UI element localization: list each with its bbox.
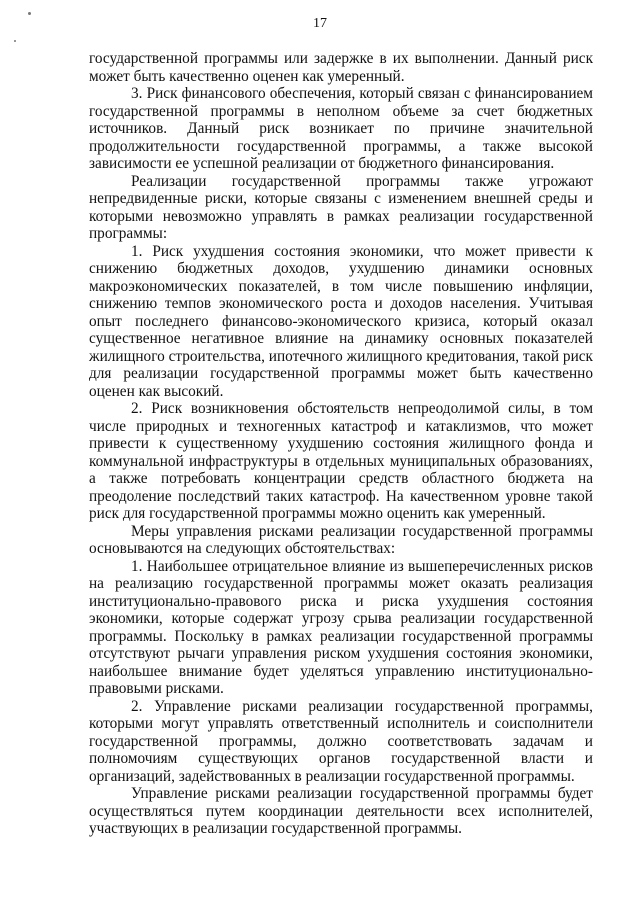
paragraph: 3. Риск финансового обеспечения, который связан с финансированием государственной программы в неполном объеме за счет бюджетных источников. Данный риск возникает по причине значительной продолжительности государственной программы, а также высокой зависимости ее успешной реализации от бюджетного финансирования. — [89, 85, 593, 172]
paragraph: Управление рисками реализации государственной программы будет осуществляться путем координации деятельности всех исполнителей, участвующих в реализации государственной программы. — [89, 785, 593, 837]
scan-speck-mark — [14, 40, 16, 42]
scan-speck-mark — [28, 12, 31, 15]
paragraph: 2. Риск возникновения обстоятельств непреодолимой силы, в том числе природных и техногенных катастроф и катаклизмов, что может привести к существенному ухудшению состояния жилищного фонда и коммунальной инфраструктуры в отдельных муниципальных образованиях, а также потребовать концентрации средств областного бюджета на преодоление последствий таких катастроф. На качественном уровне такой риск для государственной программы можно оценить как умеренный. — [89, 400, 593, 522]
paragraph: государственной программы или задержке в их выполнении. Данный риск может быть качественно оценен как умеренный. — [89, 50, 593, 85]
page-number: 17 — [313, 16, 327, 31]
paragraph: 1. Наибольшее отрицательное влияние из вышеперечисленных рисков на реализацию государственной программы может оказать реализация институционально-правового риска и риска ухудшения состояния экономики, которые содержат угрозу срыва реализации государственной программы. Поскольку в рамках реализации государственной программы отсутствуют рычаги управления риском ухудшения состояния экономики, наибольшее внимание будет уделяться управлению институционально-правовыми рисками. — [89, 557, 593, 697]
paragraph: Меры управления рисками реализации государственной программы основываются на следующих обстоятельствах: — [89, 522, 593, 557]
paragraph: 1. Риск ухудшения состояния экономики, что может привести к снижению бюджетных доходов, ухудшению динамики основных макроэкономических показателей, в том числе повышению инфляции, снижению темпов экономического роста и доходов населения. Учитывая опыт последнего финансово-экономического кризиса, который оказал существенное негативное влияние на динамику основных показателей жилищного строительства, ипотечного жилищного кредитования, такой риск для реализации государственной программы может быть качественно оценен как высокий. — [89, 242, 593, 400]
paragraph: 2. Управление рисками реализации государственной программы, которыми могут управлять ответственный исполнитель и соисполнители государственной программы, должно соответствовать задачам и полномочиям существующих органов государственной власти и организаций, задействованных в реализации государственной программы. — [89, 697, 593, 785]
document-body — [89, 50, 593, 838]
paragraph: Реализации государственной программы также угрожают непредвиденные риски, которые связаны с изменением внешней среды и которыми невозможно управлять в рамках реализации государственной программы: — [89, 172, 593, 242]
